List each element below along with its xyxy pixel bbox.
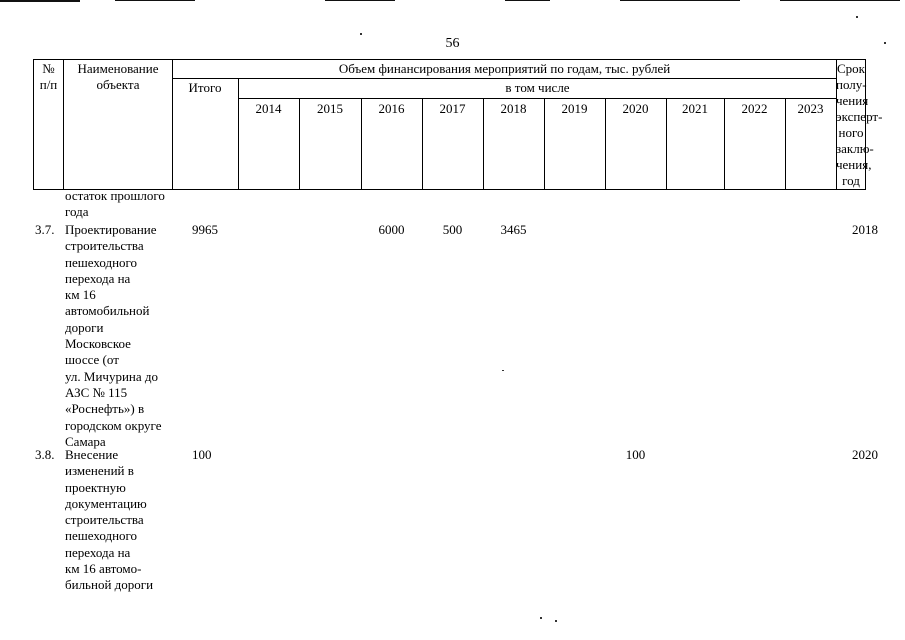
- object-name-line: «Роснефть») в: [65, 401, 145, 417]
- header-number-col: № п/п: [39, 61, 58, 92]
- object-name-line: пешеходного: [65, 254, 138, 270]
- header-year: 2020: [622, 101, 649, 116]
- scan-edge-mark: [115, 0, 195, 1]
- object-name: [65, 222, 175, 450]
- year-value-2020: 100: [625, 447, 646, 462]
- scan-speck: [555, 620, 557, 622]
- scan-speck: [856, 16, 858, 18]
- scan-edge-mark: [620, 0, 740, 1]
- scan-edge-mark: [505, 0, 550, 1]
- header-year: 2021: [682, 101, 708, 116]
- object-name-line: перехода на: [65, 270, 131, 286]
- scan-edge-mark: [780, 0, 900, 1]
- object-name-line: Внесение: [65, 447, 119, 462]
- object-name-line: городском округе: [65, 417, 162, 433]
- object-name-line: строительства: [65, 512, 144, 528]
- header-including: в том числе: [505, 80, 570, 95]
- scan-speck: [360, 33, 362, 35]
- year-value-2018: 3465: [500, 222, 527, 237]
- header-year: 2016: [378, 101, 405, 116]
- object-name-line: АЗС № 115: [65, 384, 128, 400]
- object-name-line: км 16: [65, 287, 96, 303]
- object-name-line: Проектирование: [65, 222, 157, 237]
- object-name-line: перехода на: [65, 544, 131, 560]
- object-name-line: изменений в: [65, 463, 134, 479]
- header-year: 2014: [255, 101, 282, 116]
- object-name-line: дороги: [65, 319, 104, 335]
- row-number: 3.7.: [35, 222, 55, 237]
- header-year: 2023: [797, 101, 824, 116]
- object-name: [65, 447, 175, 594]
- total-value: 9965: [192, 222, 218, 237]
- object-name-line: Московское: [65, 336, 131, 352]
- object-name: [65, 188, 175, 221]
- year-value-2016: 6000: [378, 222, 405, 237]
- header-deadline-col: Срок полу- чения эксперт- ного заклю- чения, год: [836, 61, 883, 188]
- row-number: 3.8.: [35, 447, 55, 462]
- object-name-line: года: [65, 204, 89, 220]
- header-year: 2022: [741, 101, 768, 116]
- header-year: 2015: [317, 101, 343, 116]
- object-name-line: Самара: [65, 433, 106, 449]
- header-year: 2018: [500, 101, 527, 116]
- page-number: 56: [445, 36, 460, 51]
- object-name-line: документацию: [65, 495, 147, 511]
- header-financing-title: Объем финансирования мероприятий по годам, тыс. рублей: [338, 61, 671, 76]
- object-name-line: остаток прошлого: [65, 188, 165, 203]
- deadline-year: 2020: [852, 447, 878, 462]
- header-total-col: Итого: [188, 80, 222, 95]
- header-year: 2019: [561, 101, 588, 116]
- total-value: 100: [192, 447, 212, 462]
- object-name-line: шоссе (от: [65, 352, 119, 368]
- object-name-line: ул. Мичурина до: [65, 368, 159, 384]
- scan-speck: [540, 617, 542, 619]
- scan-edge-mark: [0, 0, 80, 2]
- deadline-year: 2018: [852, 222, 878, 237]
- scan-edge-mark: [325, 0, 395, 1]
- year-value-2017: 500: [442, 222, 463, 237]
- object-name-line: строительства: [65, 238, 144, 254]
- object-name-line: проектную: [65, 479, 126, 495]
- object-name-line: автомобильной: [65, 303, 150, 319]
- object-name-line: пешеходного: [65, 528, 138, 544]
- object-name-line: бильной дороги: [65, 577, 154, 593]
- scan-speck: [502, 370, 504, 371]
- object-name-line: км 16 автомо-: [65, 561, 142, 577]
- header-year: 2017: [439, 101, 466, 116]
- header-name-col: Наименование объекта: [77, 61, 159, 92]
